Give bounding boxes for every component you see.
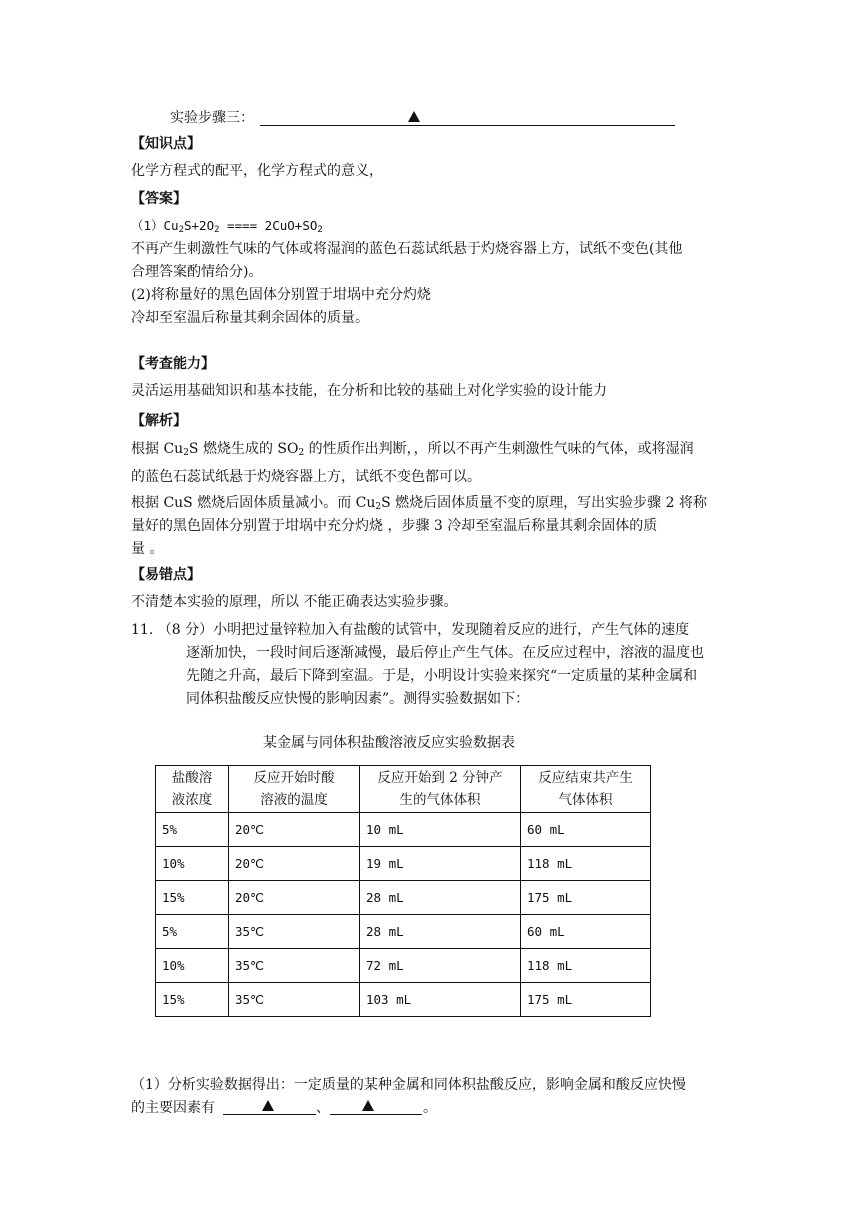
table-cell: 10% [156,949,229,983]
knowledge-text: 化学方程式的配平，化学方程式的意义， [131,163,383,179]
analysis-line: 根据 $Cu_2S$ 燃烧生成的 $SO_2$ 的性质作出判断，，所以不再产生刺激性气味的气体，或将湿润 [131,441,694,458]
table-cell: 60 mL [521,915,651,949]
table-row [156,813,651,847]
step3-answer-blank[interactable] [260,125,675,126]
step3-label: 实验步骤三： [170,110,254,126]
separator: 、 [316,1100,330,1116]
answer-line: 不再产生刺激性气味的气体或将湿润的蓝色石蕊试纸悬于灼烧容器上方，试纸不变色(其他 [131,241,683,257]
table-cell: 35℃ [229,949,360,983]
answer-heading: 【答案】 [131,191,187,207]
analysis-line: 量 。 [131,541,164,557]
analysis-line: 的蓝色石蕊试纸悬于灼烧容器上方，试纸不变色都可以。 [131,469,481,485]
table-cell: 20℃ [229,881,360,915]
table-cell: 118 mL [521,847,651,881]
table-header-cell: 反应结束共产生 气体体积 [521,766,651,813]
table-row [156,983,651,1017]
knowledge-heading: 【知识点】 [131,136,201,152]
table-cell: 5% [156,915,229,949]
table-row [156,949,651,983]
table-row [156,915,651,949]
question-11-line: 逐渐加快，一段时间后逐渐减慢，最后停止产生气体。在反应过程中，溶液的温度也 [186,645,704,661]
table-cell: 60 mL [521,813,651,847]
table-caption: 某金属与同体积盐酸溶液反应实验数据表 [263,735,515,751]
table-cell: 15% [156,983,229,1017]
table-cell: 175 mL [521,983,651,1017]
errors-heading: 【易错点】 [131,567,201,583]
blank-triangle-icon [408,111,420,122]
question-11-1-line: （1）分析实验数据得出：一定质量的某种金属和同体积盐酸反应，影响金属和酸反应快慢 [131,1077,686,1093]
experiment-data-table [155,765,651,1017]
table-cell: 118 mL [521,949,651,983]
table-cell: 175 mL [521,881,651,915]
table-header-row [156,766,651,813]
ability-heading: 【考查能力】 [131,356,215,372]
table-cell: 35℃ [229,915,360,949]
answer-blank-1[interactable] [223,1114,316,1115]
blank-triangle-icon [262,1100,274,1111]
table-row [156,847,651,881]
analysis-heading: 【解析】 [131,413,187,429]
table-cell: 5% [156,813,229,847]
table-header-cell: 反应开始时酸 溶液的温度 [229,766,360,813]
answer-equation: $(1)Cu_2S+2O_2$ ==== $2CuO+SO_2$ [131,218,323,235]
blank-triangle-icon [362,1100,374,1111]
table-cell: 19 mL [360,847,521,881]
table-header-cell: 盐酸溶 液浓度 [156,766,229,813]
answer-blank-2[interactable] [330,1114,422,1115]
sentence-end: 。 [423,1100,437,1116]
table-cell: 20℃ [229,847,360,881]
table-cell: 28 mL [360,915,521,949]
question-11-line: 同体积盐酸反应快慢的影响因素”。测得实验数据如下： [186,691,530,707]
question-11-line: 11. （8 分）小明把过量锌粒加入有盐酸的试管中，发现随着反应的进行，产生气体的速度 [131,622,690,638]
question-11-1-prompt: 的主要因素有 [131,1100,215,1116]
table-cell: 10 mL [360,813,521,847]
table-cell: 35℃ [229,983,360,1017]
errors-text: 不清楚本实验的原理，所以 不能正确表达实验步骤。 [131,594,458,610]
table-header-cell: 反应开始到 2 分钟产 生的气体体积 [360,766,521,813]
table-cell: 15% [156,881,229,915]
analysis-line: 量好的黑色固体分别置于坩埚中充分灼烧 ，步骤 3 冷却至室温后称量其剩余固体的质 [131,518,658,534]
answer-line: 合理答案酌情给分)。 [131,264,263,280]
table-cell: 10% [156,847,229,881]
table-cell: 28 mL [360,881,521,915]
question-11-line: 先随之升高，最后下降到室温。于是，小明设计实验来探究“一定质量的某种金属和 [186,668,698,684]
answer-line: 冷却至室温后称量其剩余固体的质量。 [131,310,369,326]
ability-text: 灵活运用基础知识和基本技能，在分析和比较的基础上对化学实验的设计能力 [131,383,607,399]
table-cell: 20℃ [229,813,360,847]
table-cell: 72 mL [360,949,521,983]
analysis-line: 根据 CuS 燃烧后固体质量减小。而 $Cu_2S$ 燃烧后固体质量不变的原理，写出实验步骤 2 将称 [131,495,707,512]
answer-line: (2)将称量好的黑色固体分别置于坩埚中充分灼烧 [131,287,431,303]
table-row [156,881,651,915]
table-cell: 103 mL [360,983,521,1017]
